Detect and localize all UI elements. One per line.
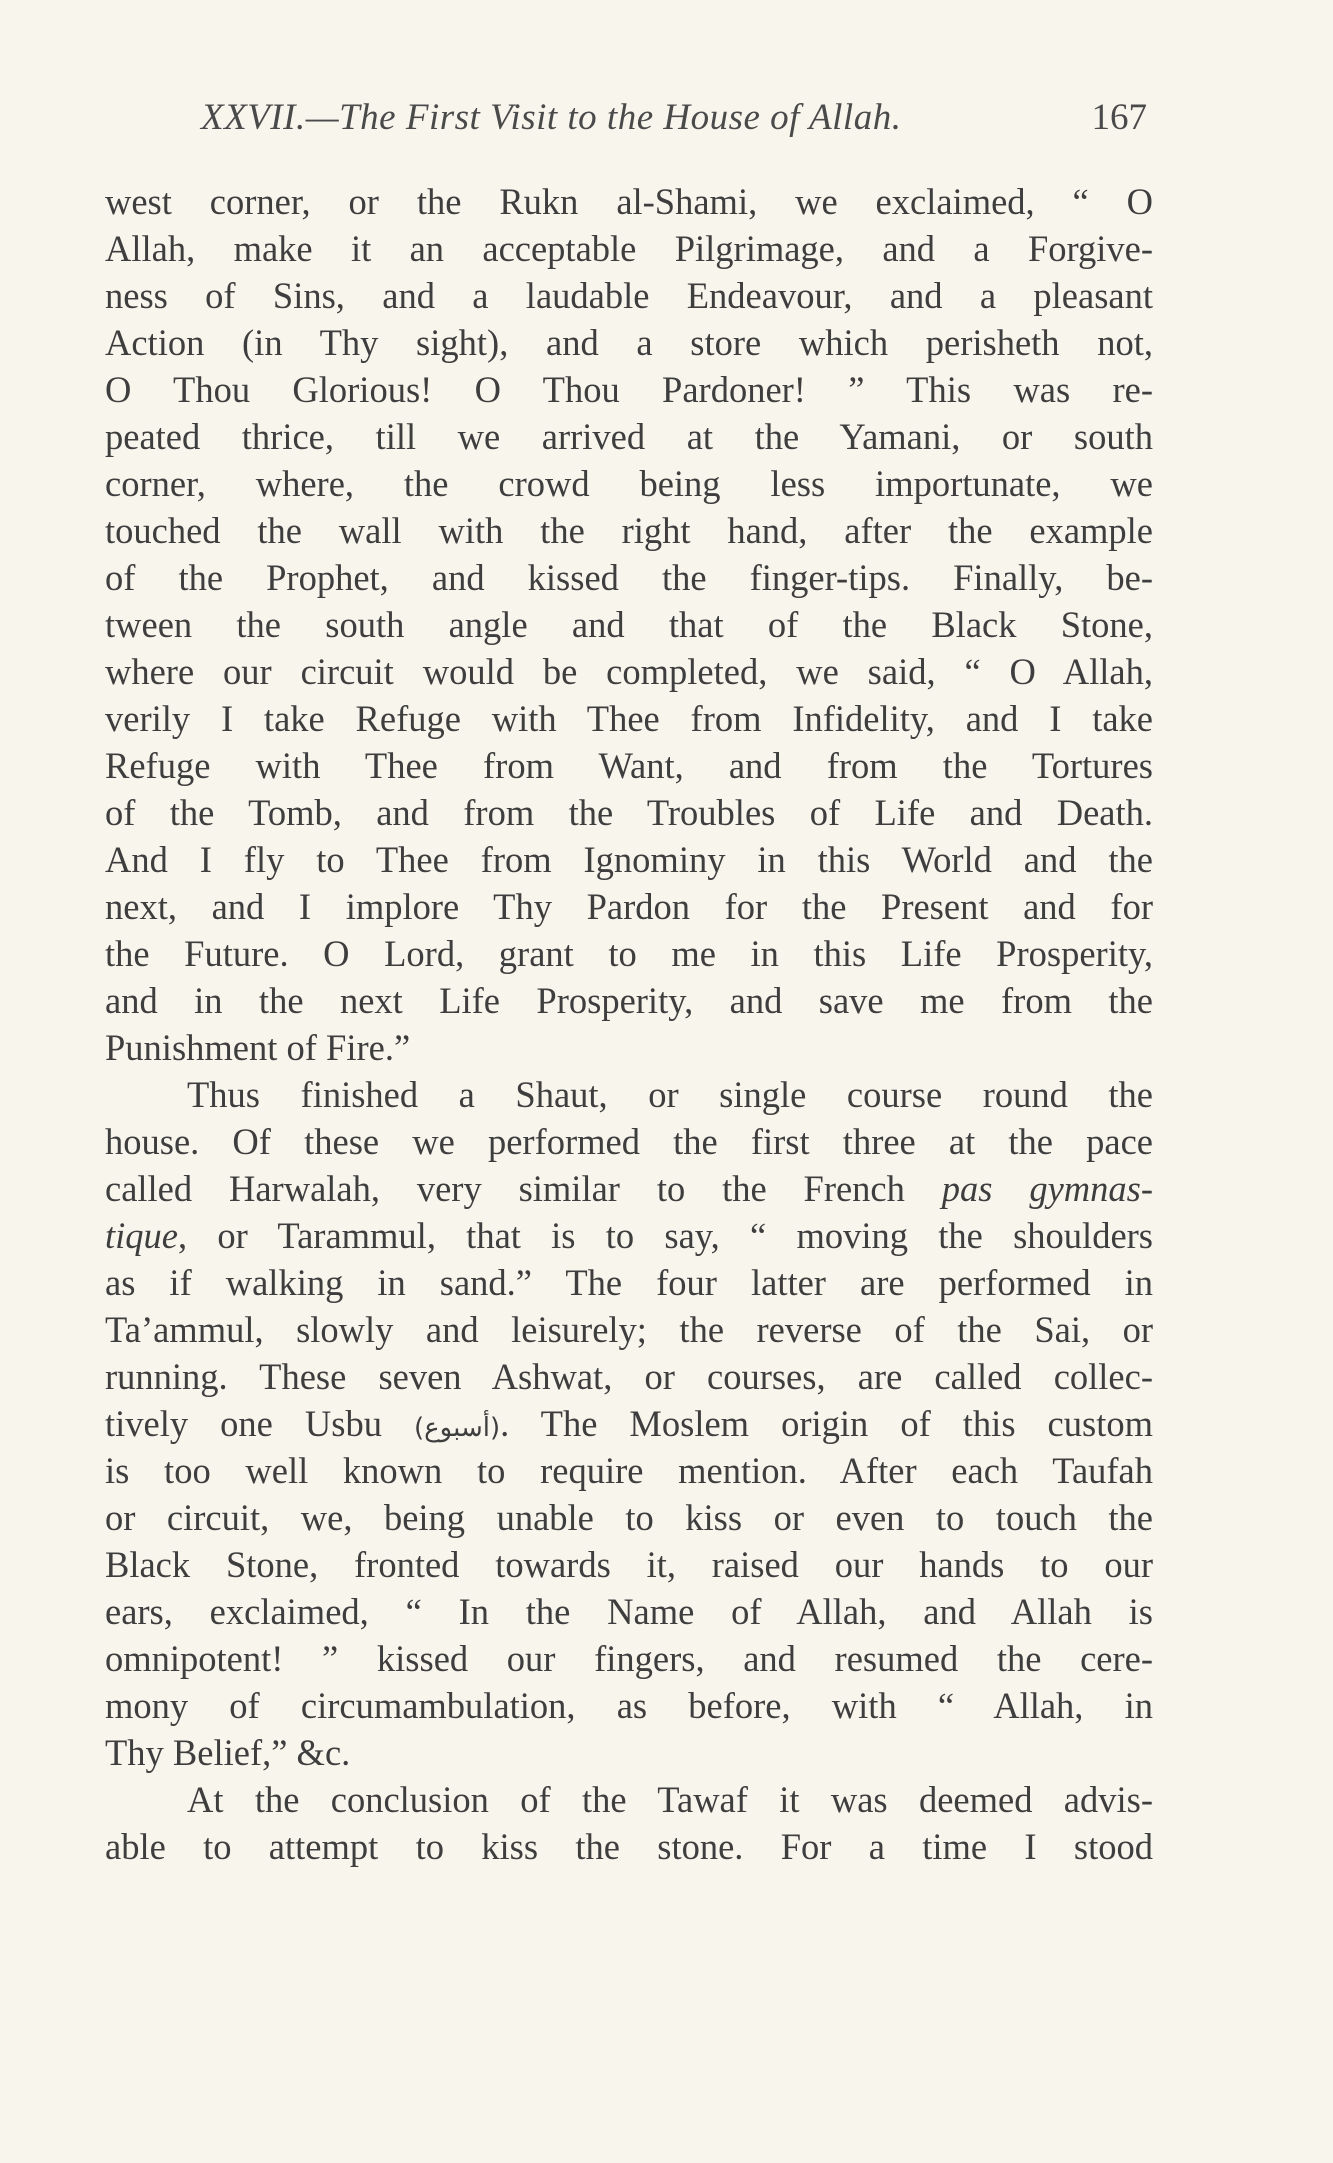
italic-fragment: tique xyxy=(105,1215,178,1256)
text-line: Refuge with Thee from Want, and from the Tortures xyxy=(105,745,1153,786)
text-line: verily I take Refuge with Thee from Infidelity, and I take xyxy=(105,698,1153,739)
text-line: Black Stone, fronted towards it, raised our hands to our xyxy=(105,1544,1153,1585)
text-line: ness of Sins, and a laudable Endeavour, and a pleasant xyxy=(105,275,1153,316)
text-line: able to attempt to kiss the stone. For a time I stood xyxy=(105,1826,1153,1867)
text-line: corner, where, the crowd being less importunate, we xyxy=(105,463,1153,504)
text-line xyxy=(105,1400,1153,1447)
text-line: omnipotent! ” kissed our fingers, and resumed the cere- xyxy=(105,1638,1153,1679)
text-line: west corner, or the Rukn al-Shami, we exclaimed, “ O xyxy=(105,181,1153,222)
text-line: And I fly to Thee from Ignominy in this World and the xyxy=(105,839,1153,880)
text-line: running. These seven Ashwat, or courses, are called collec- xyxy=(105,1356,1153,1397)
text-line: Allah, make it an acceptable Pilgrimage, and a Forgive- xyxy=(105,228,1153,269)
page-header xyxy=(105,96,1153,156)
text-fragment: , or Tarammul, that is to say, “ moving the shoulders xyxy=(177,1215,1153,1256)
text-fragment: tively one Usbu xyxy=(105,1403,382,1444)
text-line: peated thrice, till we arrived at the Yamani, or south xyxy=(105,416,1153,457)
text-fragment: . The Moslem origin of this custom xyxy=(500,1403,1153,1444)
text-line: and in the next Life Prosperity, and save me from the xyxy=(105,980,1153,1021)
text-line xyxy=(105,1212,1153,1259)
text-line: touched the wall with the right hand, after the example xyxy=(105,510,1153,551)
text-fragment: called Harwalah, very similar to the French xyxy=(105,1168,905,1209)
text-line: where our circuit would be completed, we said, “ O Allah, xyxy=(105,651,1153,692)
text-line: the Future. O Lord, grant to me in this Life Prosperity, xyxy=(105,933,1153,974)
text-line: of the Tomb, and from the Troubles of Life and Death. xyxy=(105,792,1153,833)
text-line: of the Prophet, and kissed the finger-tips. Finally, be- xyxy=(105,557,1153,598)
text-line xyxy=(105,1165,1153,1212)
text-line: is too well known to require mention. After each Taufah xyxy=(105,1450,1153,1491)
text-line: tween the south angle and that of the Black Stone, xyxy=(105,604,1153,645)
text-line: Punishment of Fire.” xyxy=(105,1027,411,1068)
text-line: O Thou Glorious! O Thou Pardoner! ” This was re- xyxy=(105,369,1153,410)
text-line: At the conclusion of the Tawaf it was deemed advis- xyxy=(187,1779,1153,1820)
page-number: 167 xyxy=(1091,97,1147,138)
text-line: Thus finished a Shaut, or single course round the xyxy=(187,1074,1153,1115)
text-line: as if walking in sand.” The four latter are performed in xyxy=(105,1262,1153,1303)
text-line: house. Of these we performed the first three at the pace xyxy=(105,1121,1153,1162)
italic-fragment: pas gymnas- xyxy=(941,1168,1154,1209)
running-title: XXVII.—The First Visit to the House of Allah. xyxy=(201,97,902,138)
text-line: next, and I implore Thy Pardon for the Present and for xyxy=(105,886,1153,927)
text-line: Ta’ammul, slowly and leisurely; the reverse of the Sai, or xyxy=(105,1309,1153,1350)
text-line: ears, exclaimed, “ In the Name of Allah, and Allah is xyxy=(105,1591,1153,1632)
body-text xyxy=(105,178,1153,1870)
arabic-word: (أسبوع) xyxy=(414,1413,501,1443)
text-line: or circuit, we, being unable to kiss or even to touch the xyxy=(105,1497,1153,1538)
text-line: Action (in Thy sight), and a store which perisheth not, xyxy=(105,322,1153,363)
text-line: Thy Belief,” &c. xyxy=(105,1732,351,1773)
text-line: mony of circumambulation, as before, with “ Allah, in xyxy=(105,1685,1153,1726)
